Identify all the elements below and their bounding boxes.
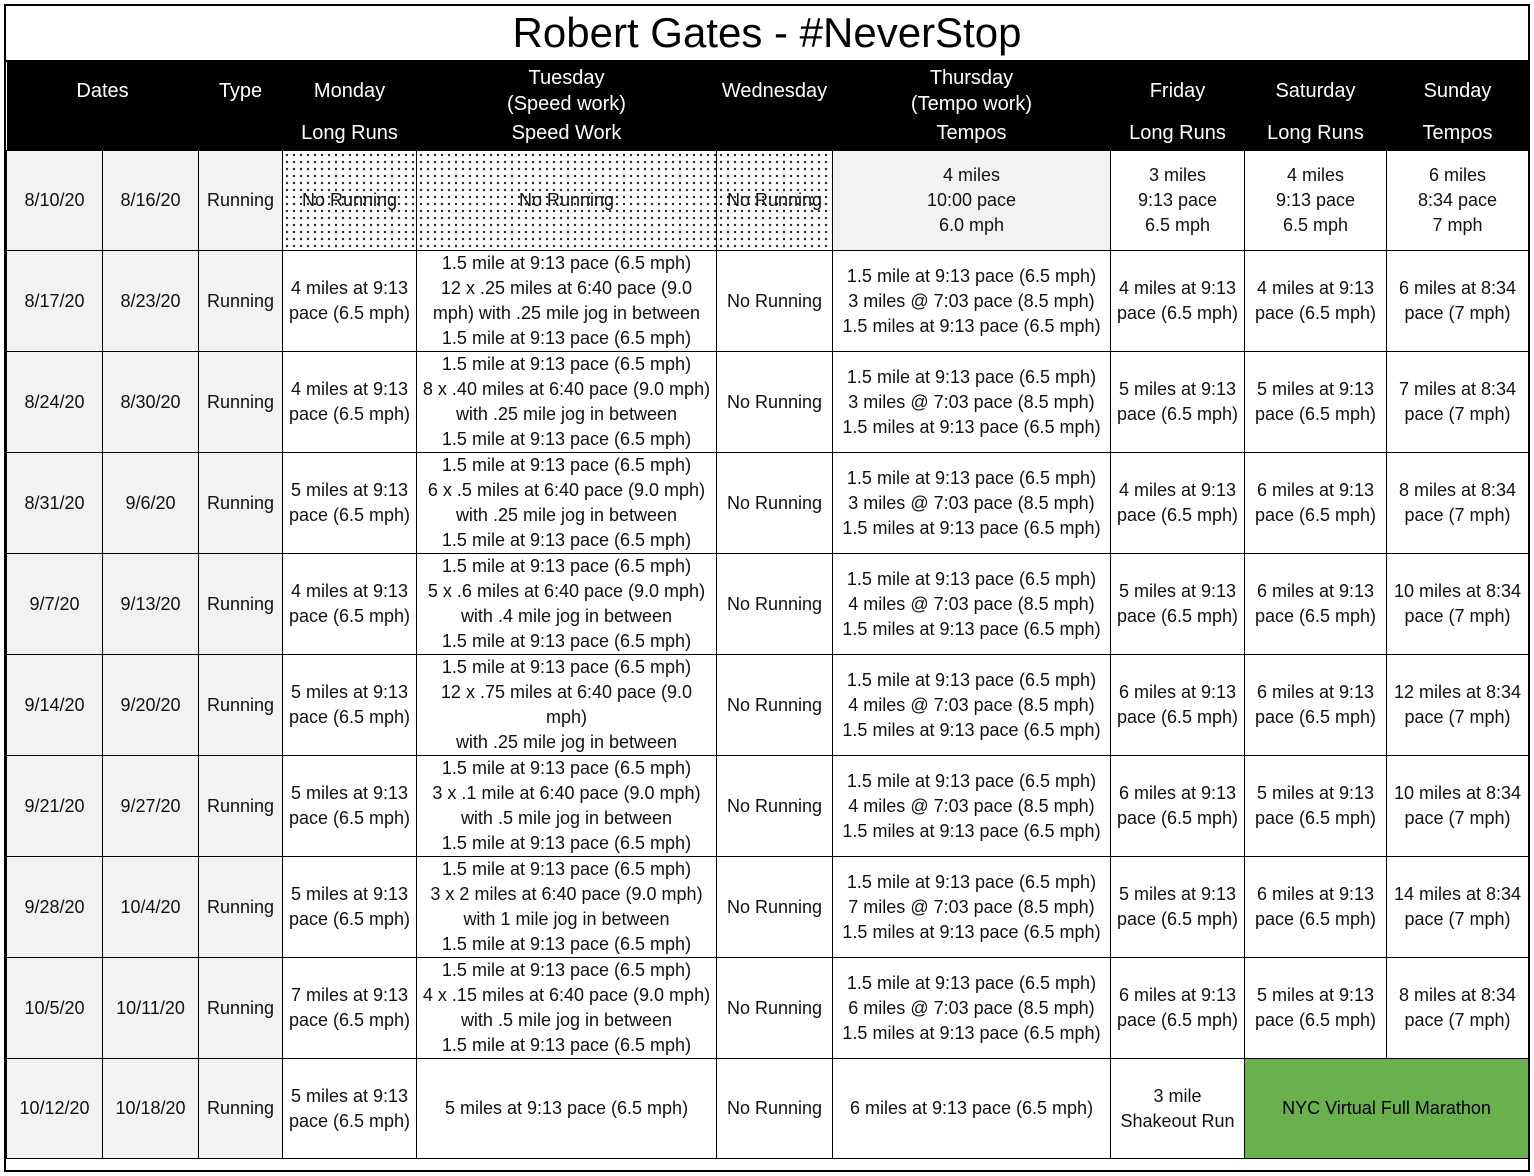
cell-friday: 5 miles at 9:13 pace (6.5 mph)	[1111, 554, 1245, 655]
cell-thursday: 6 miles at 9:13 pace (6.5 mph)	[833, 1059, 1111, 1159]
cell-monday: 5 miles at 9:13 pace (6.5 mph)	[283, 1059, 417, 1159]
cell-saturday: 5 miles at 9:13 pace (6.5 mph)	[1245, 352, 1387, 453]
cell-end: 10/18/20	[103, 1059, 199, 1159]
cell-end: 8/30/20	[103, 352, 199, 453]
cell-type: Running	[199, 251, 283, 352]
cell-type: Running	[199, 857, 283, 958]
cell-thursday: 1.5 mile at 9:13 pace (6.5 mph) 7 miles @ 7:03 pace (8.5 mph) 1.5 miles at 9:13 pace (6.5 mph)	[833, 857, 1111, 958]
cell-tuesday: 1.5 mile at 9:13 pace (6.5 mph) 6 x .5 miles at 6:40 pace (9.0 mph) with .25 mile jog in between 1.5 mile at 9:13 pace (6.5 mph)	[417, 453, 717, 554]
cell-type: Running	[199, 554, 283, 655]
cell-tuesday: 1.5 mile at 9:13 pace (6.5 mph) 8 x .40 miles at 6:40 pace (9.0 mph) with .25 mile jog in between 1.5 mile at 9:13 pace (6.5 mph)	[417, 352, 717, 453]
subheader-thursday: Tempos	[833, 120, 1111, 151]
cell-tuesday: 1.5 mile at 9:13 pace (6.5 mph) 5 x .6 miles at 6:40 pace (9.0 mph) with .4 mile jog in between 1.5 mile at 9:13 pace (6.5 mph)	[417, 554, 717, 655]
cell-friday: 6 miles at 9:13 pace (6.5 mph)	[1111, 756, 1245, 857]
cell-start: 8/31/20	[7, 453, 103, 554]
cell-sunday: 6 miles 8:34 pace 7 mph	[1387, 151, 1529, 251]
cell-sunday: 10 miles at 8:34 pace (7 mph)	[1387, 756, 1529, 857]
training-schedule-sheet	[4, 4, 1530, 1172]
cell-wednesday: No Running	[717, 554, 833, 655]
cell-saturday: 5 miles at 9:13 pace (6.5 mph)	[1245, 756, 1387, 857]
week-row	[7, 1059, 1529, 1159]
cell-friday: 3 mile Shakeout Run	[1111, 1059, 1245, 1159]
header-row	[7, 62, 1529, 120]
header-wednesday: Wednesday	[717, 62, 833, 120]
cell-saturday: 6 miles at 9:13 pace (6.5 mph)	[1245, 554, 1387, 655]
header-sunday: Sunday	[1387, 62, 1529, 120]
cell-end: 9/27/20	[103, 756, 199, 857]
cell-sunday: 8 miles at 8:34 pace (7 mph)	[1387, 958, 1529, 1059]
week-row	[7, 958, 1529, 1059]
cell-start: 10/12/20	[7, 1059, 103, 1159]
cell-tuesday: 1.5 mile at 9:13 pace (6.5 mph) 3 x 2 miles at 6:40 pace (9.0 mph) with 1 mile jog in between 1.5 mile at 9:13 pace (6.5 mph)	[417, 857, 717, 958]
cell-start: 8/24/20	[7, 352, 103, 453]
subheader-wednesday	[717, 120, 833, 151]
cell-wednesday: No Running	[717, 251, 833, 352]
cell-end: 8/23/20	[103, 251, 199, 352]
cell-tuesday: 1.5 mile at 9:13 pace (6.5 mph) 12 x .25 miles at 6:40 pace (9.0 mph) with .25 mile jog in between 1.5 mile at 9:13 pace (6.5 mph)	[417, 251, 717, 352]
week-row	[7, 857, 1529, 958]
cell-type: Running	[199, 756, 283, 857]
cell-start: 9/7/20	[7, 554, 103, 655]
subheader-monday: Long Runs	[283, 120, 417, 151]
cell-thursday: 1.5 mile at 9:13 pace (6.5 mph) 6 miles @ 7:03 pace (8.5 mph) 1.5 miles at 9:13 pace (6.5 mph)	[833, 958, 1111, 1059]
cell-friday: 5 miles at 9:13 pace (6.5 mph)	[1111, 857, 1245, 958]
cell-type: Running	[199, 453, 283, 554]
cell-friday: 3 miles 9:13 pace 6.5 mph	[1111, 151, 1245, 251]
header-type: Type	[199, 62, 283, 120]
cell-end: 9/13/20	[103, 554, 199, 655]
cell-thursday: 1.5 mile at 9:13 pace (6.5 mph) 4 miles @ 7:03 pace (8.5 mph) 1.5 miles at 9:13 pace (6.5 mph)	[833, 655, 1111, 756]
cell-tuesday: 5 miles at 9:13 pace (6.5 mph)	[417, 1059, 717, 1159]
cell-thursday: 1.5 mile at 9:13 pace (6.5 mph) 4 miles @ 7:03 pace (8.5 mph) 1.5 miles at 9:13 pace (6.5 mph)	[833, 756, 1111, 857]
cell-end: 9/6/20	[103, 453, 199, 554]
header-monday: Monday	[283, 62, 417, 120]
cell-wednesday: No Running	[717, 151, 833, 251]
cell-monday: 5 miles at 9:13 pace (6.5 mph)	[283, 857, 417, 958]
cell-monday: 5 miles at 9:13 pace (6.5 mph)	[283, 453, 417, 554]
cell-type: Running	[199, 655, 283, 756]
cell-wednesday: No Running	[717, 453, 833, 554]
cell-thursday: 1.5 mile at 9:13 pace (6.5 mph) 3 miles @ 7:03 pace (8.5 mph) 1.5 miles at 9:13 pace (6.5 mph)	[833, 352, 1111, 453]
cell-wednesday: No Running	[717, 352, 833, 453]
subheader-dates	[7, 120, 199, 151]
subheader-sunday: Tempos	[1387, 120, 1529, 151]
cell-thursday: 1.5 mile at 9:13 pace (6.5 mph) 4 miles @ 7:03 pace (8.5 mph) 1.5 miles at 9:13 pace (6.5 mph)	[833, 554, 1111, 655]
sheet-title: Robert Gates - #NeverStop	[6, 6, 1528, 62]
cell-monday: No Running	[283, 151, 417, 251]
cell-tuesday: No Running	[417, 151, 717, 251]
cell-type: Running	[199, 352, 283, 453]
cell-tuesday: 1.5 mile at 9:13 pace (6.5 mph) 12 x .75 miles at 6:40 pace (9.0 mph) with .25 mile jog in between	[417, 655, 717, 756]
cell-friday: 5 miles at 9:13 pace (6.5 mph)	[1111, 352, 1245, 453]
header-dates: Dates	[7, 62, 199, 120]
subheader-friday: Long Runs	[1111, 120, 1245, 151]
cell-start: 8/17/20	[7, 251, 103, 352]
cell-end: 8/16/20	[103, 151, 199, 251]
cell-tuesday: 1.5 mile at 9:13 pace (6.5 mph) 4 x .15 miles at 6:40 pace (9.0 mph) with .5 mile jog in between 1.5 mile at 9:13 pace (6.5 mph)	[417, 958, 717, 1059]
cell-friday: 4 miles at 9:13 pace (6.5 mph)	[1111, 251, 1245, 352]
cell-saturday: 6 miles at 9:13 pace (6.5 mph)	[1245, 655, 1387, 756]
cell-sunday: 14 miles at 8:34 pace (7 mph)	[1387, 857, 1529, 958]
cell-end: 9/20/20	[103, 655, 199, 756]
cell-sunday: 10 miles at 8:34 pace (7 mph)	[1387, 554, 1529, 655]
cell-marathon-weekend: NYC Virtual Full Marathon	[1245, 1059, 1529, 1159]
week-row	[7, 453, 1529, 554]
cell-wednesday: No Running	[717, 857, 833, 958]
cell-saturday: 5 miles at 9:13 pace (6.5 mph)	[1245, 958, 1387, 1059]
week-row	[7, 352, 1529, 453]
cell-start: 9/28/20	[7, 857, 103, 958]
cell-type: Running	[199, 1059, 283, 1159]
cell-tuesday: 1.5 mile at 9:13 pace (6.5 mph) 3 x .1 mile at 6:40 pace (9.0 mph) with .5 mile jog in between 1.5 mile at 9:13 pace (6.5 mph)	[417, 756, 717, 857]
cell-monday: 4 miles at 9:13 pace (6.5 mph)	[283, 554, 417, 655]
cell-sunday: 12 miles at 8:34 pace (7 mph)	[1387, 655, 1529, 756]
header-thursday: Thursday (Tempo work)	[833, 62, 1111, 120]
cell-wednesday: No Running	[717, 958, 833, 1059]
cell-saturday: 4 miles at 9:13 pace (6.5 mph)	[1245, 251, 1387, 352]
cell-sunday: 6 miles at 8:34 pace (7 mph)	[1387, 251, 1529, 352]
cell-saturday: 4 miles 9:13 pace 6.5 mph	[1245, 151, 1387, 251]
cell-monday: 4 miles at 9:13 pace (6.5 mph)	[283, 352, 417, 453]
cell-saturday: 6 miles at 9:13 pace (6.5 mph)	[1245, 857, 1387, 958]
week-row	[7, 554, 1529, 655]
week-row	[7, 756, 1529, 857]
cell-wednesday: No Running	[717, 756, 833, 857]
subheader-saturday: Long Runs	[1245, 120, 1387, 151]
cell-wednesday: No Running	[717, 1059, 833, 1159]
week-row	[7, 655, 1529, 756]
cell-saturday: 6 miles at 9:13 pace (6.5 mph)	[1245, 453, 1387, 554]
cell-monday: 5 miles at 9:13 pace (6.5 mph)	[283, 655, 417, 756]
header-friday: Friday	[1111, 62, 1245, 120]
cell-friday: 4 miles at 9:13 pace (6.5 mph)	[1111, 453, 1245, 554]
cell-type: Running	[199, 151, 283, 251]
cell-friday: 6 miles at 9:13 pace (6.5 mph)	[1111, 958, 1245, 1059]
cell-friday: 6 miles at 9:13 pace (6.5 mph)	[1111, 655, 1245, 756]
week-row	[7, 151, 1529, 251]
subheader-type	[199, 120, 283, 151]
cell-monday: 7 miles at 9:13 pace (6.5 mph)	[283, 958, 417, 1059]
cell-thursday: 4 miles 10:00 pace 6.0 mph	[833, 151, 1111, 251]
week-row	[7, 251, 1529, 352]
subheader-tuesday: Speed Work	[417, 120, 717, 151]
cell-sunday: 8 miles at 8:34 pace (7 mph)	[1387, 453, 1529, 554]
cell-thursday: 1.5 mile at 9:13 pace (6.5 mph) 3 miles @ 7:03 pace (8.5 mph) 1.5 miles at 9:13 pace (6.5 mph)	[833, 453, 1111, 554]
cell-end: 10/11/20	[103, 958, 199, 1059]
cell-wednesday: No Running	[717, 655, 833, 756]
cell-end: 10/4/20	[103, 857, 199, 958]
cell-type: Running	[199, 958, 283, 1059]
header-tuesday: Tuesday (Speed work)	[417, 62, 717, 120]
cell-start: 8/10/20	[7, 151, 103, 251]
cell-start: 9/21/20	[7, 756, 103, 857]
schedule-body	[7, 151, 1529, 1159]
cell-start: 9/14/20	[7, 655, 103, 756]
training-table	[6, 62, 1529, 1159]
cell-monday: 5 miles at 9:13 pace (6.5 mph)	[283, 756, 417, 857]
cell-start: 10/5/20	[7, 958, 103, 1059]
cell-monday: 4 miles at 9:13 pace (6.5 mph)	[283, 251, 417, 352]
cell-sunday: 7 miles at 8:34 pace (7 mph)	[1387, 352, 1529, 453]
subheader-row	[7, 120, 1529, 151]
cell-thursday: 1.5 mile at 9:13 pace (6.5 mph) 3 miles @ 7:03 pace (8.5 mph) 1.5 miles at 9:13 pace (6.5 mph)	[833, 251, 1111, 352]
header-saturday: Saturday	[1245, 62, 1387, 120]
